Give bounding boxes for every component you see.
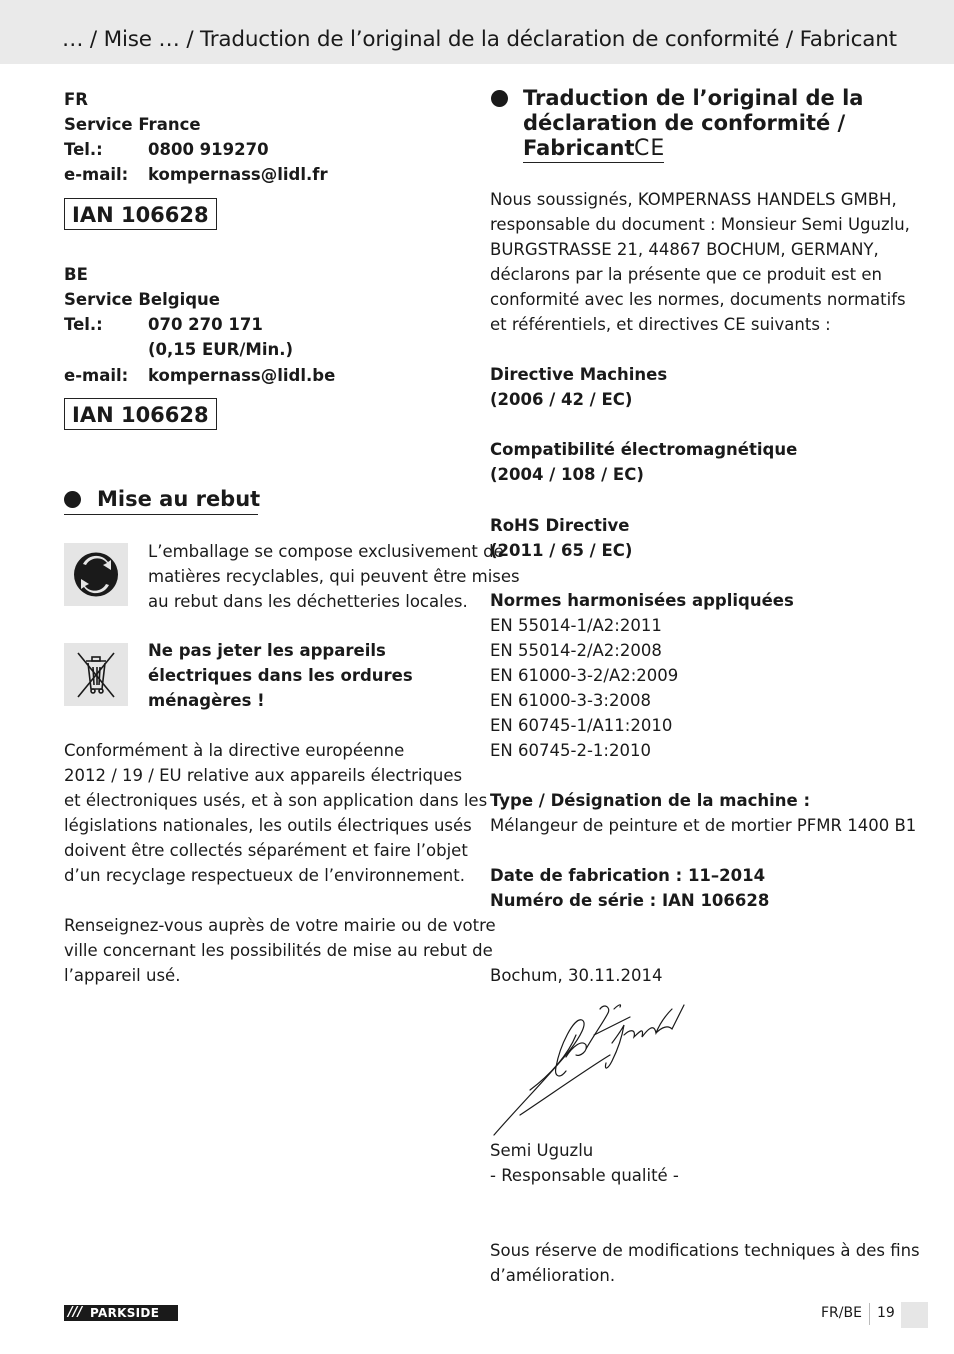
packaging-line: matières recyclables, qui peuvent être mises [148, 567, 520, 586]
weee-warning [148, 638, 413, 713]
directive-machines [490, 362, 667, 412]
be-service: Service Belgique [64, 290, 220, 309]
norm-item: EN 60745-1/A11:2010 [490, 716, 673, 735]
declaration-heading-line: Fabricant [523, 136, 635, 160]
intro-line: responsable du document : Monsieur Semi Uguzlu, [490, 215, 910, 234]
heading-bullet [64, 491, 81, 508]
info-line: l’appareil usé. [64, 966, 181, 985]
directive-line: et électroniques usés, et à son application dans les [64, 791, 488, 810]
signature [490, 995, 700, 1140]
directive-name: RoHS Directive [490, 516, 630, 535]
directive-name: Compatibilité électromagnétique [490, 440, 798, 459]
footer-lang: FR/BE [821, 1305, 862, 1321]
be-email-value: kompernass@lidl.be [148, 366, 336, 385]
norm-item: EN 55014-1/A2:2011 [490, 616, 662, 635]
machine-type [490, 788, 916, 838]
page-number: 19 [877, 1305, 895, 1321]
intro-line: déclarons par la présente que ce produit est en [490, 265, 882, 284]
be-tel-price: (0,15 EUR/Min.) [148, 340, 294, 359]
signer-role: - Responsable qualité - [490, 1166, 679, 1185]
intro-line: BURGSTRASSE 21, 44867 BOCHUM, GERMANY, [490, 240, 879, 259]
directive-rohs [490, 513, 632, 563]
declaration-heading-line: Traduction de l’original de la [523, 86, 864, 110]
norm-item: EN 55014-2/A2:2008 [490, 641, 662, 660]
disposal-heading: Mise au rebut [97, 487, 261, 511]
directive-paragraph [64, 738, 487, 888]
warning-line: ménagères ! [148, 691, 265, 710]
declaration-intro [490, 187, 910, 337]
info-line: Renseignez-vous auprès de votre mairie ou de votre [64, 916, 496, 935]
warning-line: électriques dans les ordures [148, 666, 413, 685]
heading-underline [64, 514, 258, 515]
directive-code: (2004 / 108 / EC) [490, 465, 644, 484]
fr-ian-box: IAN 106628 [64, 198, 217, 230]
packaging-text [148, 539, 520, 614]
signer-name: Semi Uguzlu [490, 1141, 594, 1160]
info-line: ville concernant les possibilités de mise au rebut de [64, 941, 493, 960]
intro-line: conformité avec les normes, documents normatifs [490, 290, 906, 309]
header-title: … / Mise … / Traduction de l’original de la déclaration de conformité / Fabricant [62, 27, 897, 52]
type-value: Mélangeur de peinture et de mortier PFMR 1400 B1 [490, 816, 917, 835]
directive-line: d’un recyclage respectueux de l’environnement. [64, 866, 465, 885]
be-tel-value: 070 270 171 [148, 315, 263, 334]
place-date: Bochum, 30.11.2014 [490, 966, 663, 985]
directive-emc [490, 437, 797, 487]
norm-item: EN 61000-3-2/A2:2009 [490, 666, 679, 685]
heading-bullet [491, 90, 508, 107]
ce-mark: CE [634, 136, 666, 161]
directive-line: législations nationales, les outils électriques usés [64, 816, 472, 835]
packaging-line: au rebut dans les déchetteries locales. [148, 592, 468, 611]
intro-line: et référentiels, et directives CE suivants : [490, 315, 831, 334]
crossed-out-wheelie-bin-icon [64, 643, 128, 706]
be-ian-box: IAN 106628 [64, 398, 217, 430]
fr-email-label: e-mail: [64, 165, 129, 184]
parkside-logo [64, 1305, 178, 1321]
footer-divider [869, 1303, 870, 1325]
packaging-line: L’emballage se compose exclusivement de [148, 542, 504, 561]
be-email-label: e-mail: [64, 366, 129, 385]
fr-country: FR [64, 90, 88, 109]
fr-service: Service France [64, 115, 201, 134]
be-country: BE [64, 265, 88, 284]
norms-list [490, 588, 794, 763]
reserve-line: Sous réserve de modifications techniques à des fins [490, 1241, 920, 1260]
fr-tel-label: Tel.: [64, 140, 103, 159]
type-label: Type / Désignation de la machine : [490, 791, 811, 810]
logo-brand: PARKSIDE [90, 1306, 160, 1320]
intro-line: Nous soussignés, KOMPERNASS HANDELS GMBH, [490, 190, 897, 209]
directive-code: (2011 / 65 / EC) [490, 541, 633, 560]
directive-line: doivent être collectés séparément et faire l’objet [64, 841, 468, 860]
directive-code: (2006 / 42 / EC) [490, 390, 633, 409]
norm-item: EN 61000-3-3:2008 [490, 691, 651, 710]
norms-heading: Normes harmonisées appliquées [490, 591, 794, 610]
page-header [0, 0, 954, 64]
declaration-heading-line: déclaration de conformité / [523, 111, 846, 135]
fr-email-value: kompernass@lidl.fr [148, 165, 328, 184]
be-tel-label: Tel.: [64, 315, 103, 334]
page-tab-marker [901, 1302, 928, 1328]
info-paragraph [64, 913, 496, 988]
norm-item: EN 60745-2-1:2010 [490, 741, 651, 760]
reserve-text [490, 1238, 920, 1288]
reserve-line: d’amélioration. [490, 1266, 616, 1285]
manufacture-date: Date de fabrication : 11–2014 [490, 866, 766, 885]
fr-tel-value: 0800 919270 [148, 140, 269, 159]
logo-slashes: /// [68, 1305, 83, 1320]
serial-number: Numéro de série : IAN 106628 [490, 891, 770, 910]
manufacture-info [490, 863, 769, 913]
warning-line: Ne pas jeter les appareils [148, 641, 386, 660]
directive-line: 2012 / 19 / EU relative aux appareils électriques [64, 766, 463, 785]
green-dot-recycling-icon [64, 543, 128, 606]
directive-line: Conformément à la directive européenne [64, 741, 405, 760]
directive-name: Directive Machines [490, 365, 668, 384]
heading-underline [523, 162, 664, 163]
